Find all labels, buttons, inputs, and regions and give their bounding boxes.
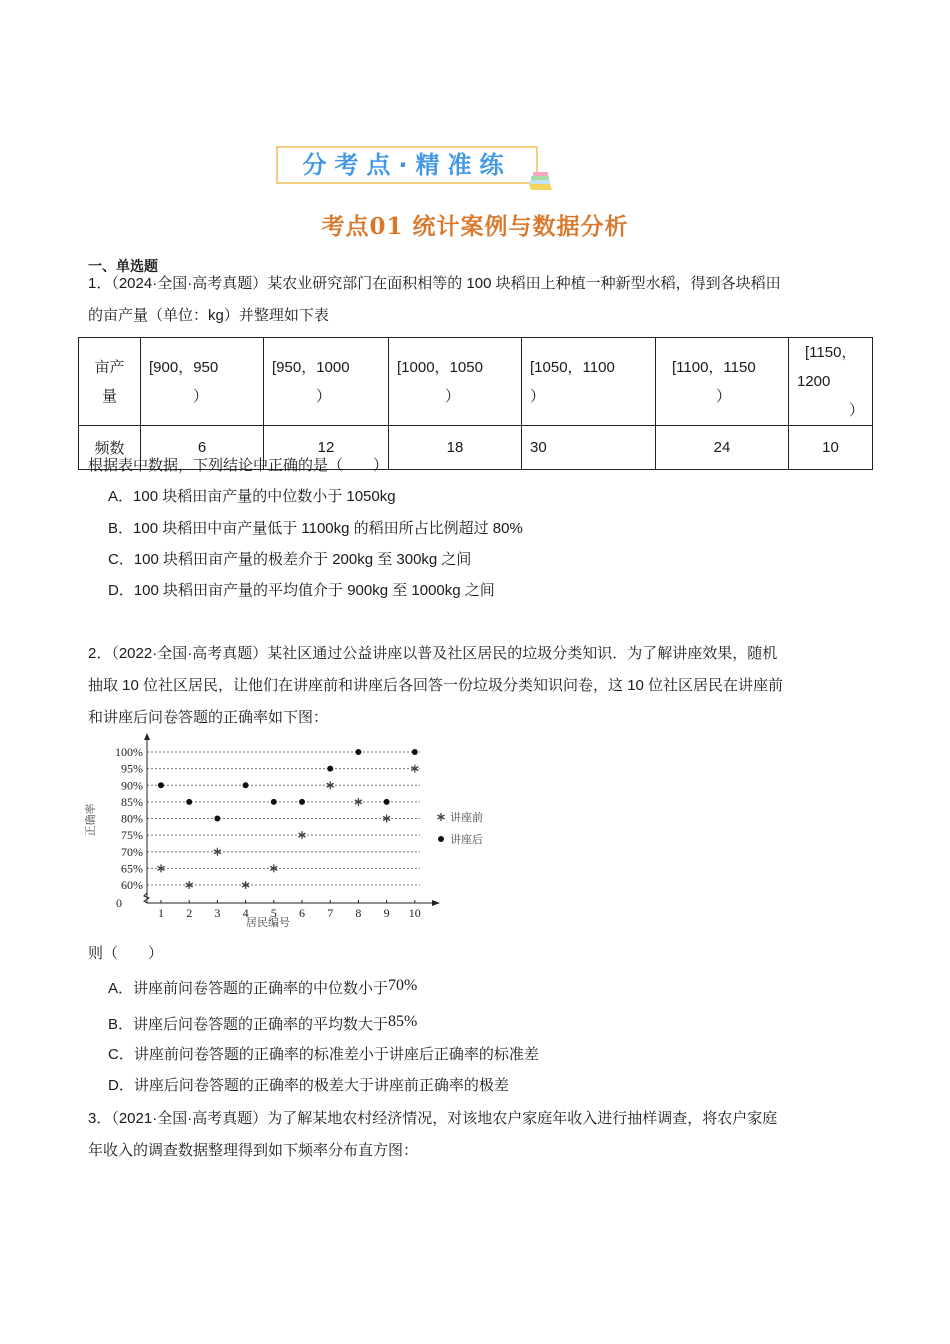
x-tick-label: 8 bbox=[355, 906, 362, 920]
y-axis-label: 正确率 bbox=[84, 803, 97, 837]
section-banner bbox=[276, 146, 538, 184]
page-title: 考点01 统计案例与数据分析 bbox=[321, 213, 629, 240]
after-lecture-point bbox=[186, 799, 192, 805]
q2-option-b[interactable]: B．讲座后问卷答题的正确率的平均数大于85% bbox=[108, 1013, 418, 1033]
legend-after-label: 讲座后 bbox=[450, 833, 483, 846]
after-lecture-point bbox=[158, 782, 164, 788]
interval-cell: [950，1000 ） bbox=[264, 338, 389, 426]
x-tick-label: 9 bbox=[383, 906, 390, 920]
question-number: 1． bbox=[88, 275, 112, 292]
question-source: （2021·全国·高考真题） bbox=[111, 1110, 268, 1127]
y-tick-label: 100% bbox=[115, 745, 143, 759]
count-cell: 10 bbox=[789, 426, 873, 470]
accuracy-scatter-chart bbox=[80, 730, 500, 930]
q1-option-b[interactable]: B．100 块稻田中亩产量低于 1100kg 的稻田所占比例超过 80% bbox=[108, 520, 523, 537]
interval-cell: [900，950 ） bbox=[141, 338, 264, 426]
y-tick-label: 80% bbox=[121, 811, 143, 826]
x-tick-label: 1 bbox=[158, 906, 164, 920]
y-tick-label: 70% bbox=[121, 844, 143, 859]
y-tick-label: 60% bbox=[121, 878, 143, 892]
x-axis-label: 居民编号 bbox=[246, 916, 290, 929]
question-1-text: 1．（2024·全国·高考真题）某农业研究部门在面积相等的 100 块稻田上种植一种新型水稻，得到各块稻田 的亩产量（单位：kg）并整理如下表 bbox=[88, 275, 781, 324]
section-heading: 一、单选题 bbox=[88, 258, 158, 274]
y-tick-label: 90% bbox=[121, 778, 143, 793]
q2-option-d[interactable]: D．讲座后问卷答题的正确率的极差大于讲座前正确率的极差 bbox=[108, 1077, 509, 1094]
x-tick-label: 7 bbox=[327, 906, 334, 920]
question-number: 2． bbox=[88, 645, 112, 662]
x-tick-label: 3 bbox=[214, 906, 221, 920]
q2-option-a[interactable]: A．讲座前问卷答题的正确率的中位数小于70% bbox=[108, 977, 418, 997]
x-tick-label: 2 bbox=[186, 906, 193, 920]
books-icon bbox=[528, 170, 554, 192]
count-cell: 18 bbox=[389, 426, 522, 470]
x-tick-label: 5 bbox=[270, 906, 277, 920]
row-header-frequency: 频数 bbox=[79, 426, 141, 470]
question-number: 3． bbox=[88, 1110, 112, 1127]
legend-before-marker-icon bbox=[438, 813, 445, 821]
after-lecture-point bbox=[412, 749, 418, 755]
interval-cell: [1100，1150 ） bbox=[656, 338, 789, 426]
y-tick-label: 65% bbox=[121, 861, 143, 876]
after-lecture-point bbox=[243, 782, 249, 788]
after-lecture-point bbox=[327, 766, 333, 772]
x-tick-label: 6 bbox=[299, 906, 305, 920]
question-3-text: 3．（2021·全国·高考真题）为了解某地农村经济情况，对该地农户家庭年收入进行抽样调查，将农户家庭 年收入的调查数据整理得到如下频率分布直方图： bbox=[88, 1110, 778, 1159]
question-source: （2024·全国·高考真题） bbox=[111, 275, 268, 292]
q1-option-d[interactable]: D．100 块稻田亩产量的平均值介于 900kg 至 1000kg 之间 bbox=[108, 582, 495, 599]
y-tick-label: 95% bbox=[121, 761, 143, 776]
legend-before-label: 讲座前 bbox=[450, 811, 483, 824]
count-cell: 6 bbox=[141, 426, 264, 470]
q2-option-c[interactable]: C．讲座前问卷答题的正确率的标准差小于讲座后正确率的标准差 bbox=[108, 1046, 539, 1063]
after-lecture-point bbox=[355, 749, 361, 755]
question-1-stem: 根据表中数据，下列结论中正确的是（ ） bbox=[88, 457, 389, 474]
legend-after-marker-icon bbox=[438, 836, 444, 842]
question-2-stem: 则（ ） bbox=[88, 945, 164, 962]
question-2-text: 2．（2022·全国·高考真题）某社区通过公益讲座以普及社区居民的垃圾分类知识．为了解讲座效果，随机 抽取 10 位社区居民，让他们在讲座前和讲座后各回答一份垃圾分类知识问卷，这 10 位社区居民在讲座前 和讲座后问卷答题的正确率如下图： bbox=[88, 645, 784, 726]
count-cell: 12 bbox=[264, 426, 389, 470]
after-lecture-point bbox=[214, 816, 220, 822]
table-row-interval bbox=[79, 338, 873, 426]
question-source: （2022·全国·高考真题） bbox=[111, 645, 268, 662]
row-header-yield: 亩产 量 bbox=[79, 338, 141, 426]
count-cell: 30 bbox=[522, 426, 656, 470]
x-axis-arrow-icon bbox=[432, 900, 440, 906]
y-tick-label: 85% bbox=[121, 794, 143, 809]
after-lecture-point bbox=[384, 799, 390, 805]
interval-cell: [1000，1050 ） bbox=[389, 338, 522, 426]
x-tick-label: 4 bbox=[242, 906, 249, 920]
banner-text: 分考点·精准练 bbox=[302, 151, 512, 179]
interval-cell: [1150，1200 ） bbox=[789, 338, 873, 426]
x-tick-label: 10 bbox=[408, 906, 421, 920]
y-axis-arrow-icon bbox=[144, 733, 150, 740]
interval-cell: [1050，1100 ） bbox=[522, 338, 656, 426]
count-cell: 24 bbox=[656, 426, 789, 470]
y-tick-label: 75% bbox=[121, 828, 143, 843]
after-lecture-point bbox=[299, 799, 305, 805]
after-lecture-point bbox=[271, 799, 277, 805]
q1-option-c[interactable]: C．100 块稻田亩产量的极差介于 200kg 至 300kg 之间 bbox=[108, 551, 472, 568]
q1-option-a[interactable]: A．100 块稻田亩产量的中位数小于 1050kg bbox=[108, 488, 396, 505]
y-tick-label: 0 bbox=[116, 896, 122, 910]
